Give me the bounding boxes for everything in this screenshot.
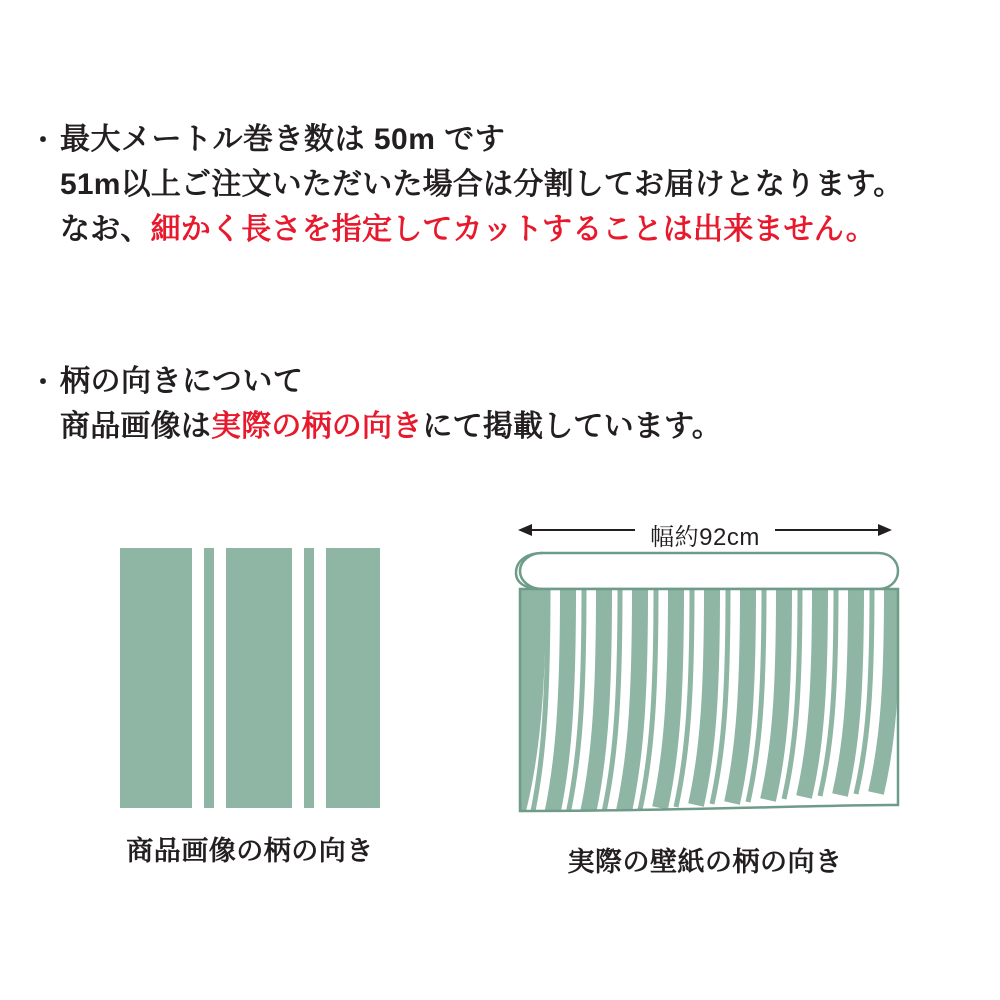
note-line-1-text: 51m以上ご注文いただいた場合は分割してお届けとなります。 <box>60 167 904 201</box>
roll-stripes <box>516 589 898 817</box>
note2-text-b: 実際の柄の向き <box>211 409 423 443</box>
note-line-1 <box>60 162 970 207</box>
vertical-stripe-swatch <box>120 548 380 808</box>
note2-line-1 <box>60 404 970 449</box>
note2-heading-row <box>30 360 970 404</box>
bullet-icon: ・ <box>30 125 57 155</box>
roll-top-edge <box>516 553 898 589</box>
note-heading: 最大メートル巻き数は 50m です <box>60 123 506 156</box>
note-section-pattern-direction <box>30 360 970 449</box>
figure-actual-roll-direction <box>510 505 900 879</box>
note2-text-a: 商品画像は <box>60 409 211 443</box>
wallpaper-roll-illustration <box>510 505 900 825</box>
figure-left-caption: 商品画像の柄の向き <box>126 836 374 866</box>
note2-heading: 柄の向きについて <box>60 365 304 398</box>
note2-text-c: にて掲載しています。 <box>422 409 723 443</box>
note-line-2 <box>60 207 970 252</box>
width-dimension-label: 幅約92cm <box>650 524 760 551</box>
note-section-max-length <box>30 118 970 252</box>
bullet-icon: ・ <box>30 367 57 397</box>
note-heading-row <box>30 118 970 162</box>
note-line-2-text-a: なお、 <box>60 212 151 246</box>
note-line-2-text-b: 細かく長さを指定してカットすることは出来ません。 <box>150 212 877 246</box>
figure-product-image-direction <box>120 548 380 868</box>
figure-right-caption: 実際の壁紙の柄の向き <box>567 847 843 877</box>
